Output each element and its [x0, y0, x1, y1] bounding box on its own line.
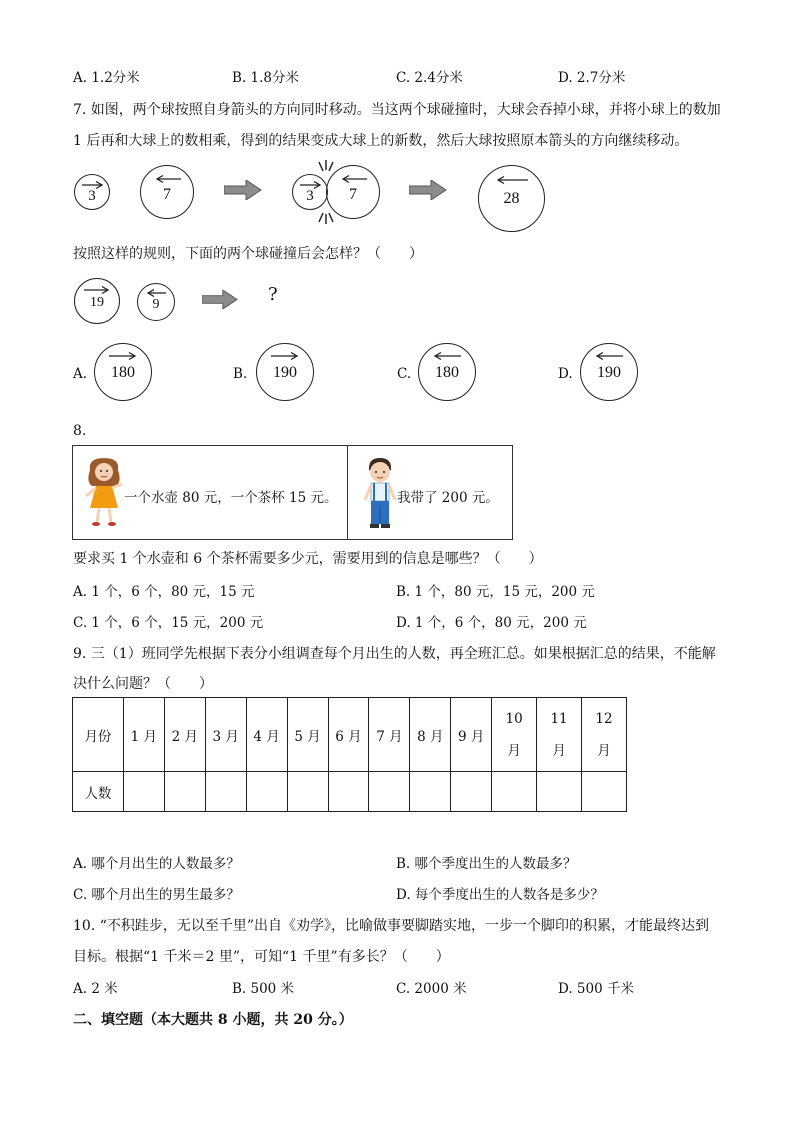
ball-number: 7	[349, 186, 357, 203]
arrow-left-icon	[340, 174, 368, 184]
month-unit: 月	[597, 742, 611, 759]
question-mark: ?	[268, 284, 278, 305]
month-unit: 月	[507, 742, 521, 759]
table-cell-empty[interactable]	[492, 772, 537, 812]
girl-speech: 一个水壶 80 元，一个茶杯 15 元。	[124, 490, 338, 506]
table-row-counts	[73, 772, 627, 812]
ball-number: 19	[90, 295, 104, 310]
result-ball-28	[478, 165, 545, 232]
table-row-months	[73, 698, 627, 772]
q10-text-line2: 目标。根据“1 千米＝2 里”，可知“1 千里”有多长？（ ）	[73, 949, 450, 965]
q8-number: 8.	[73, 423, 87, 439]
table-cell-empty[interactable]	[582, 772, 627, 812]
table-cell-month: 8 月	[410, 698, 451, 772]
arrow-left-icon	[594, 351, 624, 361]
q7-option-d-letter: D.	[558, 366, 573, 382]
table-cell-empty[interactable]	[246, 772, 287, 812]
q7-option-c-letter: C.	[397, 366, 412, 382]
section-heading-fill-in: 二、填空题（本大题共 8 小题，共 20 分。）	[73, 1012, 353, 1028]
table-cell-empty[interactable]	[123, 772, 164, 812]
table-cell-empty[interactable]	[164, 772, 205, 812]
table-cell-month: 7 月	[369, 698, 410, 772]
table-cell-empty[interactable]	[410, 772, 451, 812]
q8-option-d: D. 1 个，6 个，80 元，200 元	[396, 615, 587, 631]
ball-number: 3	[88, 188, 96, 204]
q10-option-d: D. 500 千米	[558, 981, 634, 997]
arrow-right-icon	[83, 285, 111, 295]
boy-speech: 我带了 200 元。	[397, 490, 499, 506]
table-cell-month: 1 月	[123, 698, 164, 772]
arrow-right-icon	[108, 351, 138, 361]
table-header-month: 月份	[73, 698, 124, 772]
table-cell-month: 2 月	[164, 698, 205, 772]
table-cell-empty[interactable]	[537, 772, 582, 812]
table-cell-month: 3 月	[205, 698, 246, 772]
question-ball-19	[74, 278, 120, 324]
table-cell-month: 5 月	[287, 698, 328, 772]
gray-arrow-icon	[409, 180, 447, 200]
table-cell-empty[interactable]	[287, 772, 328, 812]
ball-number: 180	[111, 364, 135, 381]
table-cell-month: 4 月	[246, 698, 287, 772]
q7-option-b-letter: B.	[233, 366, 248, 382]
table-cell-month-12	[582, 698, 627, 772]
boy-illustration	[360, 456, 400, 530]
q7-text-line2: 1 后再和大球上的数相乘，得到的结果变成大球上的新数，然后大球按照原本箭头的方向继续移动。	[73, 133, 689, 149]
month-unit: 月	[552, 742, 566, 759]
table-cell-month: 6 月	[328, 698, 369, 772]
ball-number: 28	[503, 190, 520, 207]
q8-option-c: C. 1 个，6 个，15 元，200 元	[73, 615, 264, 631]
table-cell-empty[interactable]	[369, 772, 410, 812]
ball-number: 9	[152, 297, 160, 312]
q9-option-d: D. 每个季度出生的人数各是多少？	[396, 887, 604, 903]
arrow-left-icon	[432, 351, 462, 361]
ball-number: 3	[306, 188, 314, 204]
gray-arrow-icon	[224, 180, 262, 200]
q10-option-a: A. 2 米	[73, 981, 118, 997]
q6-option-c: C. 2.4分米	[396, 70, 463, 86]
month-table	[72, 697, 627, 812]
month-number: 11	[550, 710, 568, 727]
q10-option-c: C. 2000 米	[396, 981, 467, 997]
example-ball-large-7	[140, 165, 194, 219]
arrow-left-icon	[154, 174, 182, 184]
month-number: 12	[595, 710, 613, 727]
table-header-count: 人数	[73, 772, 124, 812]
q10-option-b: B. 500 米	[232, 981, 295, 997]
table-cell-month-10	[492, 698, 537, 772]
q7-text-line1: 7. 如图，两个球按照自身箭头的方向同时移动。当这两个球碰撞时，大球会吞掉小球，并将小球上的数加	[73, 102, 721, 118]
q7-option-c-ball[interactable]	[418, 343, 476, 401]
gray-arrow-icon	[202, 290, 238, 309]
table-cell-month: 9 月	[451, 698, 492, 772]
q9-option-b: B. 哪个季度出生的人数最多？	[396, 856, 577, 872]
table-cell-month-11	[537, 698, 582, 772]
q8-question: 要求买 1 个水壶和 6 个茶杯需要多少元，需要用到的信息是哪些？（ ）	[73, 551, 543, 567]
q9-text-line2: 决什么问题？（ ）	[73, 676, 213, 692]
q6-option-a: A. 1.2分米	[73, 70, 140, 86]
q9-option-c: C. 哪个月出生的男生最多？	[73, 887, 240, 903]
q7-option-a-ball[interactable]	[94, 343, 152, 401]
table-cell-empty[interactable]	[451, 772, 492, 812]
table-cell-empty[interactable]	[328, 772, 369, 812]
question-ball-9	[137, 283, 175, 321]
q8-option-a: A. 1 个，6 个，80 元，15 元	[73, 584, 255, 600]
q8-option-b: B. 1 个，80 元，15 元，200 元	[396, 584, 595, 600]
ball-number: 190	[597, 364, 621, 381]
q7-option-b-ball[interactable]	[256, 343, 314, 401]
q7-option-d-ball[interactable]	[580, 343, 638, 401]
q9-option-a: A. 哪个月出生的人数最多？	[73, 856, 240, 872]
ball-number: 7	[163, 186, 171, 203]
table-cell-empty[interactable]	[205, 772, 246, 812]
q7-option-a-letter: A.	[73, 366, 88, 382]
ball-number: 180	[435, 364, 459, 381]
girl-illustration	[82, 456, 126, 528]
q10-text-line1: 10. “不积跬步，无以至千里”出自《劝学》，比喻做事要脚踏实地，一步一个脚印的积累，才能最终达到	[73, 918, 710, 934]
collision-spark-icon	[315, 158, 337, 226]
divider	[347, 446, 348, 539]
q6-option-b: B. 1.8分米	[232, 70, 299, 86]
arrow-left-icon	[495, 175, 529, 185]
q9-text-line1: 9. 三（1）班同学先根据下表分小组调查每个月出生的人数，再全班汇总。如果根据汇总的结果，不能解	[73, 646, 716, 662]
arrow-right-icon	[270, 351, 300, 361]
q6-option-d: D. 2.7分米	[558, 70, 626, 86]
month-number: 10	[505, 710, 523, 727]
q7-prompt: 按照这样的规则，下面的两个球碰撞后会怎样？（ ）	[73, 246, 423, 262]
example-ball-small-3	[74, 174, 110, 210]
ball-number: 190	[273, 364, 297, 381]
